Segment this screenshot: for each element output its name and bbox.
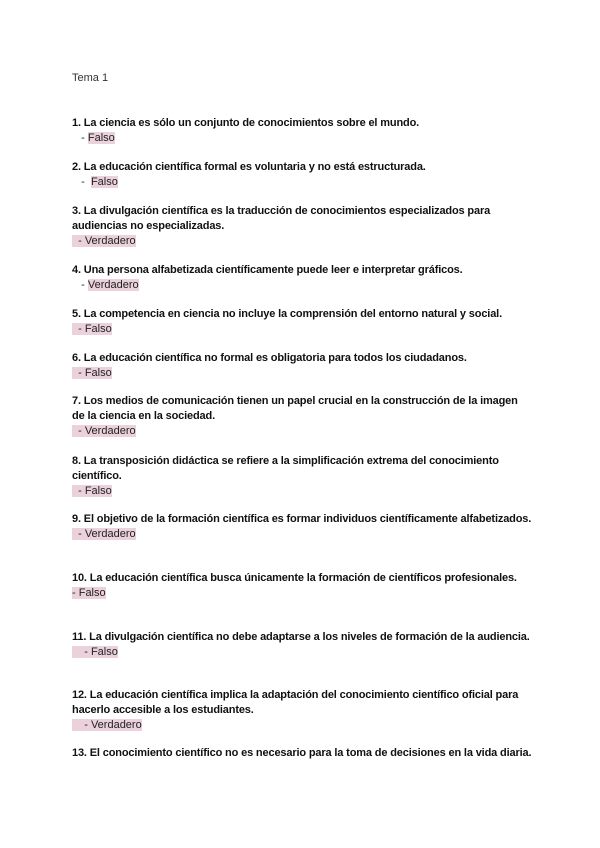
question-text: 13. El conocimiento científico no es necesario para la toma de decisiones en la vida diaria.	[72, 747, 532, 759]
answer-value: Verdadero	[87, 279, 139, 291]
question-11	[72, 630, 532, 659]
answer-value: - Falso	[72, 646, 118, 658]
question-4	[72, 263, 532, 292]
question-10	[72, 571, 532, 600]
answer-prefix: -	[72, 279, 88, 291]
question-7	[72, 394, 532, 438]
answer	[72, 366, 532, 380]
answer	[72, 527, 532, 541]
question-text: 9. El objetivo de la formación científica es formar individuos científicamente alfabetizados.	[72, 513, 532, 525]
answer-prefix: -	[72, 176, 91, 188]
answer-value: Falso	[90, 176, 118, 188]
answer	[72, 718, 532, 732]
answer-value: - Verdadero	[72, 528, 136, 540]
question-9	[72, 512, 532, 541]
question-text: 10. La educación científica busca únicamente la formación de científicos profesionales.	[72, 572, 517, 584]
question-12	[72, 688, 532, 732]
question-6	[72, 351, 532, 380]
answer-value: - Falso	[72, 367, 112, 379]
answer-value: - Verdadero	[72, 425, 136, 437]
question-text: 4. Una persona alfabetizada científicamente puede leer e interpretar gráficos.	[72, 264, 463, 276]
answer-value: - Verdadero	[72, 719, 142, 731]
answer-value: Falso	[87, 132, 115, 144]
answer-value: - Falso	[72, 323, 112, 335]
question-text: 5. La competencia en ciencia no incluye la comprensión del entorno natural y social.	[72, 308, 502, 320]
answer-value: - Falso	[72, 485, 112, 497]
answer-value: - Verdadero	[72, 235, 136, 247]
question-text: 7. Los medios de comunicación tienen un papel crucial en la construcción de la imagen de la ciencia en la sociedad.	[72, 395, 518, 422]
answer	[72, 424, 532, 438]
question-3	[72, 204, 532, 248]
question-1	[72, 116, 532, 145]
question-text: 11. La divulgación científica no debe adaptarse a los niveles de formación de la audiencia.	[72, 631, 530, 643]
question-8	[72, 454, 532, 498]
question-text: 3. La divulgación científica es la traducción de conocimientos especializados para audiencias no especializadas.	[72, 205, 491, 232]
answer	[72, 645, 532, 659]
answer	[72, 234, 532, 248]
answer-value: - Falso	[72, 587, 106, 599]
document-title: Tema 1	[72, 72, 109, 84]
question-text: 2. La educación científica formal es voluntaria y no está estructurada.	[72, 161, 426, 173]
question-text: 1. La ciencia es sólo un conjunto de conocimientos sobre el mundo.	[72, 117, 420, 129]
answer	[72, 131, 532, 145]
question-text: 12. La educación científica implica la adaptación del conocimiento científico oficial para hacerlo accesible a los estudiantes.	[72, 689, 519, 716]
answer	[72, 278, 532, 292]
answer	[72, 175, 532, 189]
answer	[72, 484, 532, 498]
question-5	[72, 307, 532, 336]
question-13	[72, 746, 532, 761]
answer	[72, 586, 532, 600]
answer	[72, 322, 532, 336]
question-2	[72, 160, 532, 189]
answer-prefix: -	[72, 132, 88, 144]
question-text: 8. La transposición didáctica se refiere a la simplificación extrema del conocimiento científico.	[72, 455, 499, 482]
question-text: 6. La educación científica no formal es obligatoria para todos los ciudadanos.	[72, 352, 467, 364]
